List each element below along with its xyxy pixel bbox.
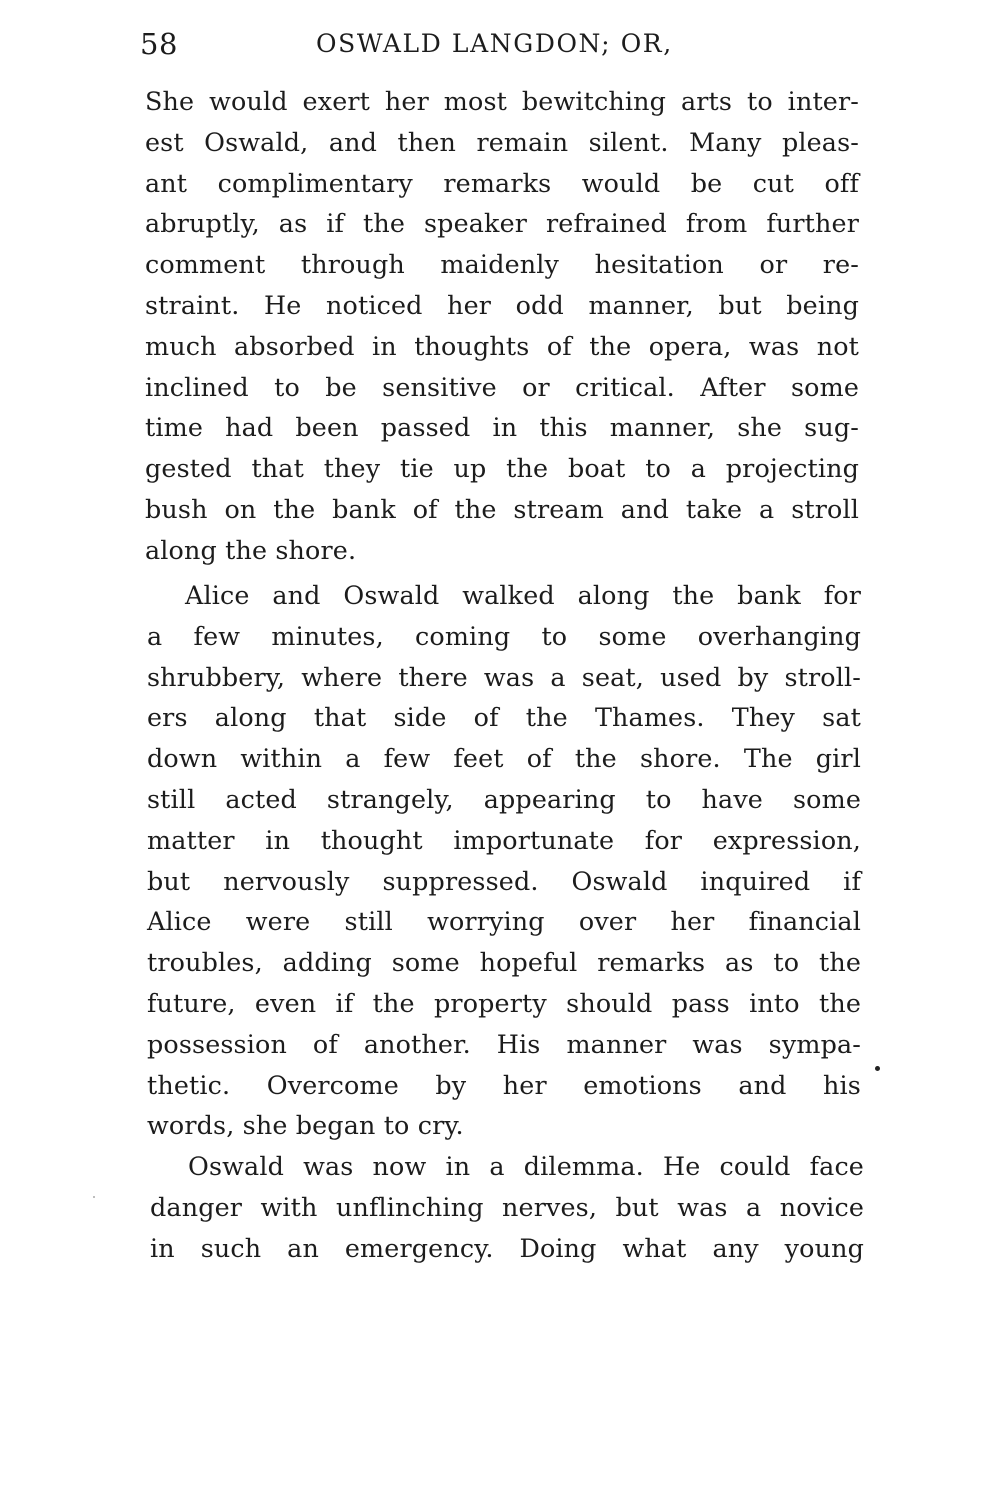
- paragraph-2: [147, 575, 861, 1146]
- paragraph-3: [150, 1146, 864, 1268]
- text-line: est Oswald, and then remain silent. Many pleas-: [145, 126, 859, 157]
- text-line: inclined to be sensitive or critical. After some: [145, 371, 859, 402]
- running-title: OSWALD LANGDON; OR,: [316, 29, 673, 58]
- text-line: a few minutes, coming to some overhanging: [147, 620, 861, 651]
- text-line: much absorbed in thoughts of the opera, was not: [145, 330, 859, 361]
- text-line: future, even if the property should pass into the: [147, 987, 861, 1018]
- text-line: She would exert her most bewitching arts to inter-: [145, 86, 859, 116]
- text-line: time had been passed in this manner, she sug-: [145, 412, 859, 443]
- ink-speck: [93, 1196, 95, 1198]
- text-line: along the shore.: [145, 534, 357, 565]
- ink-speck: [875, 1066, 880, 1071]
- paragraph-1: [145, 81, 859, 571]
- text-line: danger with unflinching nerves, but was a novice: [150, 1191, 864, 1222]
- text-line: words, she began to cry.: [147, 1110, 464, 1141]
- text-line: in such an emergency. Doing what any young: [150, 1232, 864, 1263]
- text-line: Alice were still worrying over her financial: [147, 906, 861, 937]
- text-line: abruptly, as if the speaker refrained from further: [145, 208, 859, 239]
- text-line: straint. He noticed her odd manner, but being: [145, 289, 859, 320]
- text-line: thetic. Overcome by her emotions and his: [147, 1069, 861, 1100]
- text-line: Oswald was now in a dilemma. He could face: [188, 1151, 864, 1181]
- page-number: 58: [140, 27, 178, 61]
- text-line: matter in thought importunate for expression,: [147, 824, 861, 855]
- text-line: ant complimentary remarks would be cut off: [145, 167, 859, 198]
- text-line: possession of another. His manner was sympa-: [147, 1028, 861, 1059]
- text-line: still acted strangely, appearing to have some: [147, 783, 861, 814]
- running-header: [140, 22, 862, 66]
- text-line: troubles, adding some hopeful remarks as to the: [147, 947, 861, 978]
- text-line: but nervously suppressed. Oswald inquired if: [147, 865, 861, 896]
- text-line: ers along that side of the Thames. They sat: [147, 702, 861, 733]
- text-line: Alice and Oswald walked along the bank for: [185, 580, 861, 610]
- text-line: down within a few feet of the shore. The girl: [147, 743, 861, 774]
- text-line: bush on the bank of the stream and take a stroll: [145, 493, 859, 524]
- text-line: shrubbery, where there was a seat, used by stroll-: [147, 661, 861, 692]
- text-line: gested that they tie up the boat to a projecting: [145, 453, 859, 484]
- text-line: comment through maidenly hesitation or re-: [145, 249, 859, 280]
